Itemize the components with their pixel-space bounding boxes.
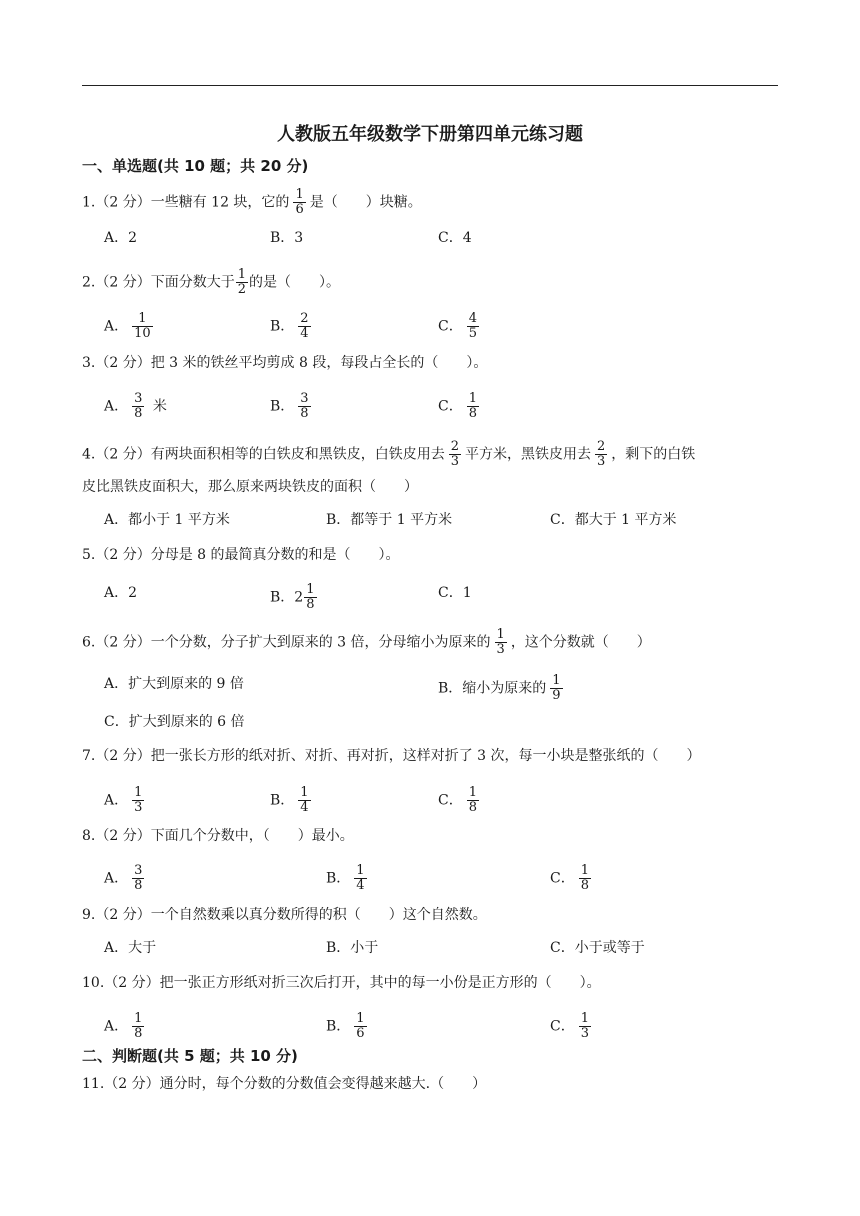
option-a[interactable]: A．2 bbox=[104, 230, 138, 246]
question-1-text: 1.（2 分）一些糖有 12 块，它的 bbox=[82, 194, 290, 211]
option-a[interactable]: A． $\frac{3}{8}$ bbox=[104, 863, 143, 893]
option-b[interactable]: B． $\frac{2}{4}$ bbox=[270, 311, 309, 341]
fraction: $\frac{3}{8}$ bbox=[134, 391, 143, 421]
fraction: $\frac{1}{3}$ bbox=[134, 785, 143, 815]
question-6: 6.（2 分）一个分数，分子扩大到原来的 3 倍，分母缩小为原来的 $\frac{1}{3}$ ，这个分数就（ ） bbox=[82, 627, 651, 657]
fraction: $\frac{3}{8}$ bbox=[134, 863, 143, 893]
option-c[interactable]: C．4 bbox=[438, 230, 472, 246]
option-b[interactable]: B． $\frac{1}{4}$ bbox=[326, 863, 365, 893]
option-b[interactable]: B． $\frac{3}{8}$ bbox=[270, 391, 309, 421]
option-b[interactable]: B．都等于 1 平方米 bbox=[326, 512, 453, 528]
fraction: $\frac{1}{8}$ bbox=[580, 863, 589, 893]
question-1 bbox=[82, 188, 782, 217]
option-b[interactable]: B．缩小为原来的 $\frac{1}{9}$ bbox=[438, 673, 561, 703]
option-c[interactable]: C．1 bbox=[438, 585, 472, 601]
option-a[interactable]: A． $\frac{1}{8}$ bbox=[104, 1011, 143, 1041]
fraction: $\frac{2}{4}$ bbox=[300, 311, 309, 341]
question-7: 7.（2 分）把一张长方形的纸对折、对折、再对折，这样对折了 3 次，每一小块是整张纸的（ ） bbox=[82, 748, 701, 764]
question-2: 2.（2 分）下面分数大于 $\frac{1}{2}$ 的是（ ）。 bbox=[82, 267, 340, 297]
question-9: 9.（2 分）一个自然数乘以真分数所得的积（ ）这个自然数。 bbox=[82, 907, 487, 923]
fraction: $\frac{1}{3}$ bbox=[496, 627, 505, 657]
section-heading-true-false: 二、判断题(共 5 题；共 10 分) bbox=[82, 1047, 298, 1065]
option-c[interactable]: C．都大于 1 平方米 bbox=[550, 512, 677, 528]
option-c[interactable]: C．扩大到原来的 6 倍 bbox=[104, 714, 245, 730]
fraction: $\frac{1}{8}$ bbox=[468, 785, 477, 815]
fraction: $\frac{1}{8}$ bbox=[468, 391, 477, 421]
question-4: 4.（2 分）有两块面积相等的白铁皮和黑铁皮，白铁皮用去 $\frac{2}{3}$ 平方米，黑铁皮用去 $\frac{2}{3}$ ，剩下的白铁 bbox=[82, 439, 696, 469]
fraction: $\frac{2}{3}$ bbox=[597, 439, 606, 469]
question-8: 8.（2 分）下面几个分数中，（ ）最小。 bbox=[82, 828, 354, 844]
question-11: 11.（2 分）通分时，每个分数的分数值会变得越来越大.（ ） bbox=[82, 1076, 487, 1092]
question-5: 5.（2 分）分母是 8 的最简真分数的和是（ ）。 bbox=[82, 547, 400, 563]
fraction: $\frac{1}{9}$ bbox=[552, 673, 561, 703]
question-1-text-end: 是（ ）块糖。 bbox=[309, 194, 422, 211]
fraction: $\frac{1}{10}$ bbox=[134, 311, 151, 341]
option-b[interactable]: B． $\frac{1}{4}$ bbox=[270, 785, 309, 815]
fraction: $\frac{1}{3}$ bbox=[580, 1011, 589, 1041]
option-a[interactable]: A． $\frac{1}{3}$ bbox=[104, 785, 143, 815]
option-b[interactable]: B．小于 bbox=[326, 940, 379, 956]
option-b[interactable]: B．2 $\frac{1}{8}$ bbox=[270, 582, 315, 612]
option-c[interactable]: C．小于或等于 bbox=[550, 940, 645, 956]
option-a[interactable]: A． $\frac{3}{8}$ 米 bbox=[104, 391, 167, 421]
fraction: $\frac{1}{6}$ bbox=[356, 1011, 365, 1041]
fraction: $\frac{1}{2}$ bbox=[237, 267, 246, 297]
fraction: $\frac{1}{8}$ bbox=[134, 1011, 143, 1041]
option-b[interactable]: B． $\frac{1}{6}$ bbox=[326, 1011, 365, 1041]
option-c[interactable]: C． $\frac{1}{8}$ bbox=[550, 863, 589, 893]
option-b[interactable]: B．3 bbox=[270, 230, 304, 246]
option-c[interactable]: C． $\frac{1}{8}$ bbox=[438, 391, 477, 421]
option-a[interactable]: A．扩大到原来的 9 倍 bbox=[104, 676, 244, 692]
fraction: $\frac{1}{8}$ bbox=[306, 582, 315, 612]
question-4-line-2: 皮比黑铁皮面积大，那么原来两块铁皮的面积（ ） bbox=[82, 479, 418, 495]
fraction: $\frac{1}{4}$ bbox=[356, 863, 365, 893]
fraction: $\frac{3}{8}$ bbox=[300, 391, 309, 421]
header-rule bbox=[82, 85, 778, 86]
option-c[interactable]: C． $\frac{1}{3}$ bbox=[550, 1011, 589, 1041]
section-heading-single-choice: 一、单选题(共 10 题；共 20 分) bbox=[82, 157, 309, 175]
option-a[interactable]: A．2 bbox=[104, 585, 138, 601]
fraction: $\frac{1}{4}$ bbox=[300, 785, 309, 815]
fraction: $\frac{1}{6}$ bbox=[295, 187, 304, 217]
question-10: 10.（2 分）把一张正方形纸对折三次后打开，其中的每一小份是正方形的（ ）。 bbox=[82, 975, 601, 991]
fraction: $\frac{2}{3}$ bbox=[450, 439, 459, 469]
option-c[interactable]: C． $\frac{4}{5}$ bbox=[438, 311, 477, 341]
option-c[interactable]: C． $\frac{1}{8}$ bbox=[438, 785, 477, 815]
page-title: 人教版五年级数学下册第四单元练习题 bbox=[277, 124, 583, 145]
question-3: 3.（2 分）把 3 米的铁丝平均剪成 8 段，每段占全长的（ ）。 bbox=[82, 355, 488, 371]
option-a[interactable]: A．大于 bbox=[104, 940, 157, 956]
option-a[interactable]: A．都小于 1 平方米 bbox=[104, 512, 230, 528]
fraction: $\frac{4}{5}$ bbox=[468, 311, 477, 341]
option-a[interactable]: A． $\frac{1}{10}$ bbox=[104, 311, 151, 341]
